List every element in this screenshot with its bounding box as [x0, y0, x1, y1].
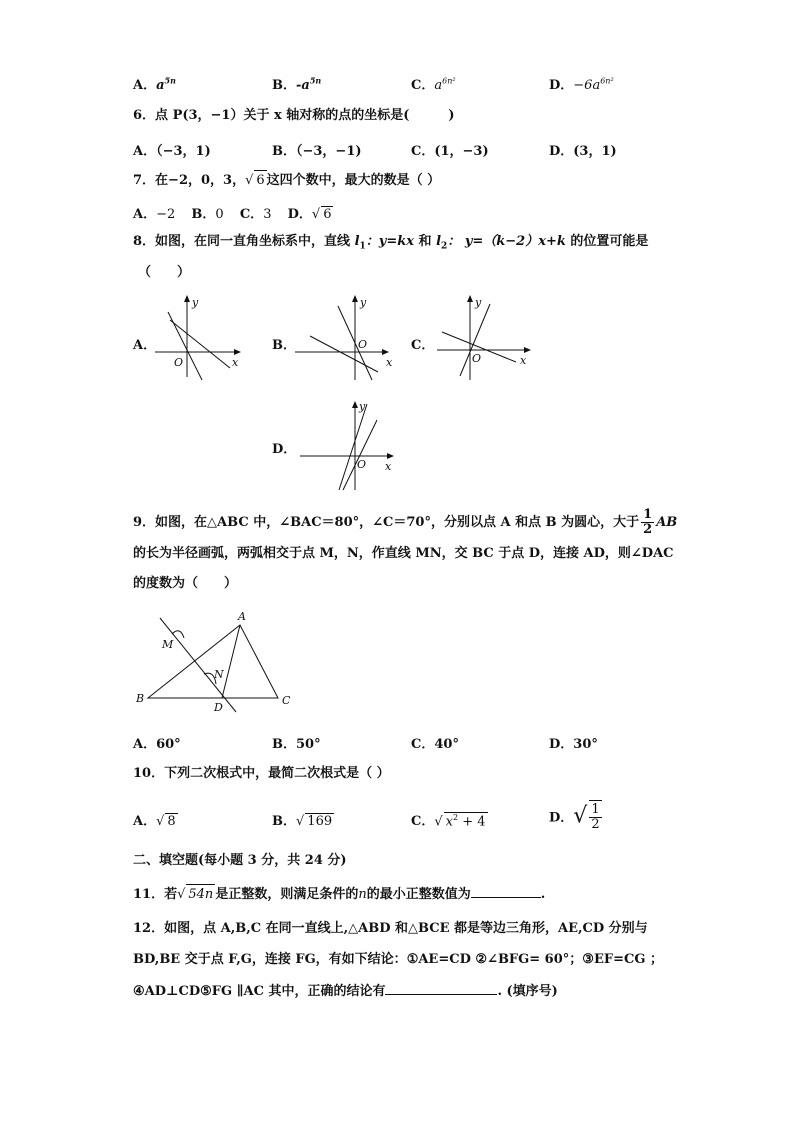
q9-option-a: A．60°: [133, 737, 181, 752]
q8-label-d: D．: [272, 442, 297, 457]
section-2-title: 二、填空题(每小题 3 分，共 24 分): [133, 853, 347, 868]
line-l2: [310, 336, 378, 372]
x-label: x: [232, 356, 239, 369]
origin-label: O: [358, 338, 368, 351]
line-l1: [460, 304, 490, 376]
q9-option-d: D．30°: [549, 737, 598, 752]
q10-option-a: A．√ 8: [133, 814, 176, 829]
q7-options: A．−2 B．0 C．3 D．√ 6: [133, 207, 332, 222]
line-l1: [339, 404, 367, 490]
q8-label-c: C．: [411, 338, 435, 353]
y-label: y: [360, 296, 367, 309]
q5-option-d: D．$-6a^{6n^2}$: [549, 76, 614, 93]
q8-graph-c: [432, 292, 542, 382]
q10-stem: 10．下列二次根式中，最简二次根式是（ ）: [133, 766, 390, 781]
q9-option-c: C．40°: [411, 737, 459, 752]
q9-option-b: B．50°: [272, 737, 321, 752]
q9-triangle-figure: [130, 608, 300, 718]
q10-option-d: D．√ $\frac{1}{2}$: [549, 802, 600, 832]
q9-stem-line3: 的度数为（ ）: [133, 576, 238, 591]
q8-graph-b: [290, 292, 400, 382]
q12-line2: BD,BE 交于点 F,G，连接 FG，有如下结论：①AE=CD ②∠BFG= 60°；③EF=CG ；: [133, 952, 663, 967]
y-label: y: [192, 296, 199, 309]
q12-line1: 12．如图，点 A,B,C 在同一直线上,△ABD 和△BCE 都是等边三角形，AE,CD 分别与: [133, 921, 648, 936]
label-c: C: [282, 694, 291, 707]
label-m: M: [162, 638, 174, 651]
q9-stem-line1: 9．如图，在△ABC 中，∠BAC＝80°，∠C＝70°，分别以点 A 和点 B 为圆心，大于 $\frac{1}{2}$ AB: [133, 507, 678, 537]
q10-option-b: B．√ 169: [272, 814, 333, 829]
triangle-abc: [148, 625, 278, 698]
q8-graph-d: [295, 398, 405, 493]
q7-stem: 7．在−2，0，3，√ 6 这四个数中，最大的数是（ ）: [133, 170, 440, 191]
q6-option-c: C．(1，−3): [411, 144, 489, 159]
segment-ad: [222, 625, 240, 698]
label-n: N: [214, 668, 224, 681]
label-d: D: [214, 701, 223, 714]
x-label: x: [520, 354, 527, 367]
origin-label: O: [174, 356, 184, 369]
q5-option-a: A．$a^{5n}$: [133, 75, 176, 93]
x-label: x: [386, 356, 393, 369]
origin-label: O: [357, 458, 367, 471]
q8-graph-a: [150, 292, 250, 382]
q8-label-a: A．: [133, 338, 157, 353]
q8-stem: 8．如图，在同一直角坐标系中，直线 $l_1$：y=kx 和 $l_2$： y=（k−2）x+k 的位置可能是: [133, 234, 649, 252]
line-l2: [343, 420, 377, 490]
q11-stem: 11．若√ 54n 是正整数，则满足条件的n的最小正整数值为 .: [133, 884, 545, 905]
q6-option-d: D．(3，1): [549, 144, 617, 159]
q6-option-a: A．（−3，1): [133, 144, 211, 159]
q5-option-b: B．$-a^{5n}$: [272, 75, 322, 93]
q12-answer-blank[interactable]: [385, 994, 497, 995]
q6-stem: 6．点 P(3，−1）关于 x 轴对称的点的坐标是( ): [133, 108, 455, 123]
label-b: B: [136, 692, 145, 705]
origin-label: O: [472, 352, 482, 365]
q12-line3: ④AD⊥CD⑤FG ∥AC 其中，正确的结论有 . (填序号): [133, 984, 558, 999]
q9-stem-line2: 的长为半径画弧，两弧相交于点 M，N，作直线 MN，交 BC 于点 D，连接 AD，则∠DAC: [133, 546, 674, 561]
label-a: A: [238, 610, 246, 623]
y-label: y: [475, 296, 482, 309]
q10-option-c: C．√ $x^2 + 4$: [411, 812, 486, 829]
q8-label-b: B．: [272, 338, 296, 353]
q6-option-b: B．（−3，−1): [272, 144, 362, 159]
q8-stem-cont: （ ）: [138, 265, 191, 280]
q11-answer-blank[interactable]: [471, 897, 541, 898]
x-label: x: [385, 460, 392, 473]
q5-option-c: C．$a^{6n^2}$: [411, 76, 456, 93]
y-label: y: [359, 400, 366, 413]
